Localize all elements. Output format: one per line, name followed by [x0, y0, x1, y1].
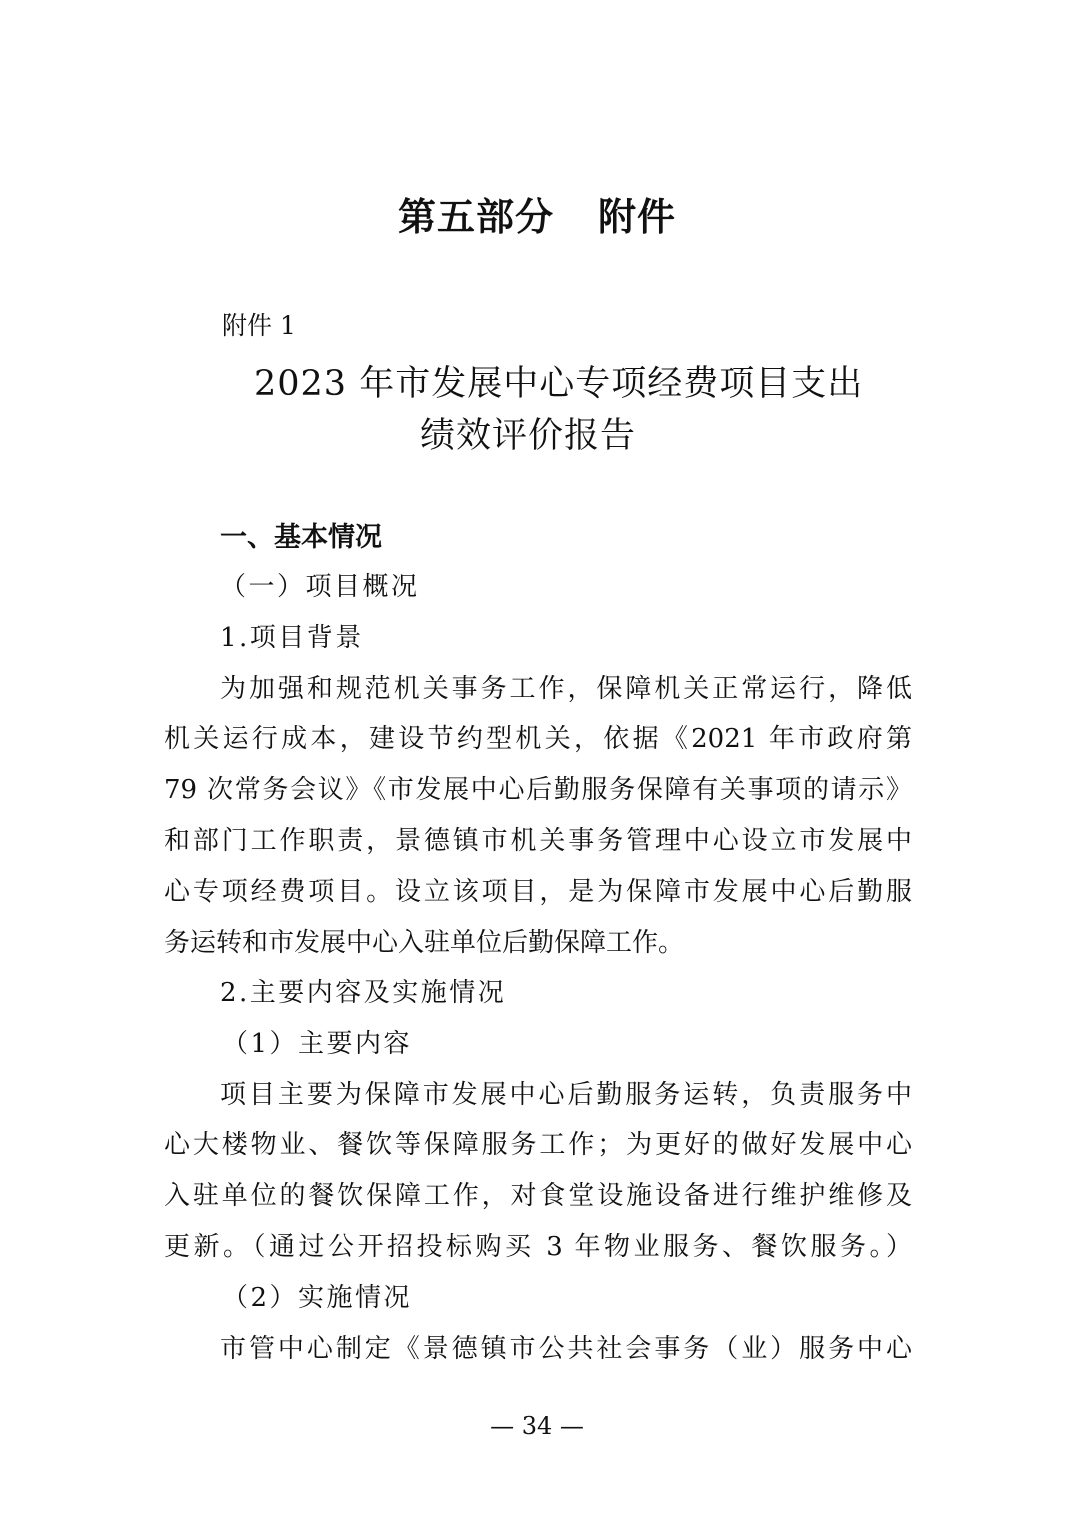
subsection-heading-project-overview: （一）项目概况	[220, 572, 420, 602]
item-heading-main-content: 2.主要内容及实施情况	[220, 978, 507, 1008]
report-title-line-1: 2023 年市发展中心专项经费项目支出	[254, 364, 864, 404]
section-heading-basic-info: 一、基本情况	[220, 522, 382, 553]
annex-label: 附件 1	[222, 311, 296, 340]
paragraph-line: 79 次常务会议》《市发展中心后勤服务保障有关事项的请示》	[164, 775, 912, 805]
page-number: — 34 —	[490, 1412, 584, 1440]
paragraph-line: 更新。（通过公开招投标购买 3 年物业服务、餐饮服务。）	[164, 1232, 912, 1262]
item-heading-project-background: 1.项目背景	[220, 623, 364, 653]
paragraph-line: 为加强和规范机关事务工作，保障机关正常运行，降低	[220, 674, 912, 704]
report-title-line-2: 绩效评价报告	[420, 416, 637, 456]
part-title-sub: 附件	[598, 195, 677, 239]
paragraph-line: 和部门工作职责，景德镇市机关事务管理中心设立市发展中	[164, 826, 912, 856]
paragraph-line: 入驻单位的餐饮保障工作，对食堂设施设备进行维护维修及	[164, 1181, 912, 1211]
part-title	[0, 186, 1074, 241]
paragraph-line: 心专项经费项目。设立该项目，是为保障市发展中心后勤服	[164, 877, 912, 907]
part-title-main: 第五部分	[397, 195, 554, 239]
paragraph-line: 市管中心制定《景德镇市公共社会事务（业）服务中心	[220, 1334, 912, 1364]
paragraph-line: 机关运行成本，建设节约型机关，依据《2021 年市政府第	[164, 724, 912, 754]
paragraph-line: 项目主要为保障市发展中心后勤服务运转，负责服务中	[220, 1080, 912, 1110]
sub-item-heading-implementation: （2）实施情况	[222, 1283, 413, 1313]
paragraph-line: 务运转和市发展中心入驻单位后勤保障工作。	[164, 928, 685, 958]
paragraph-line: 心大楼物业、餐饮等保障服务工作；为更好的做好发展中心	[164, 1130, 912, 1160]
sub-item-heading-main-content: （1）主要内容	[222, 1029, 413, 1059]
